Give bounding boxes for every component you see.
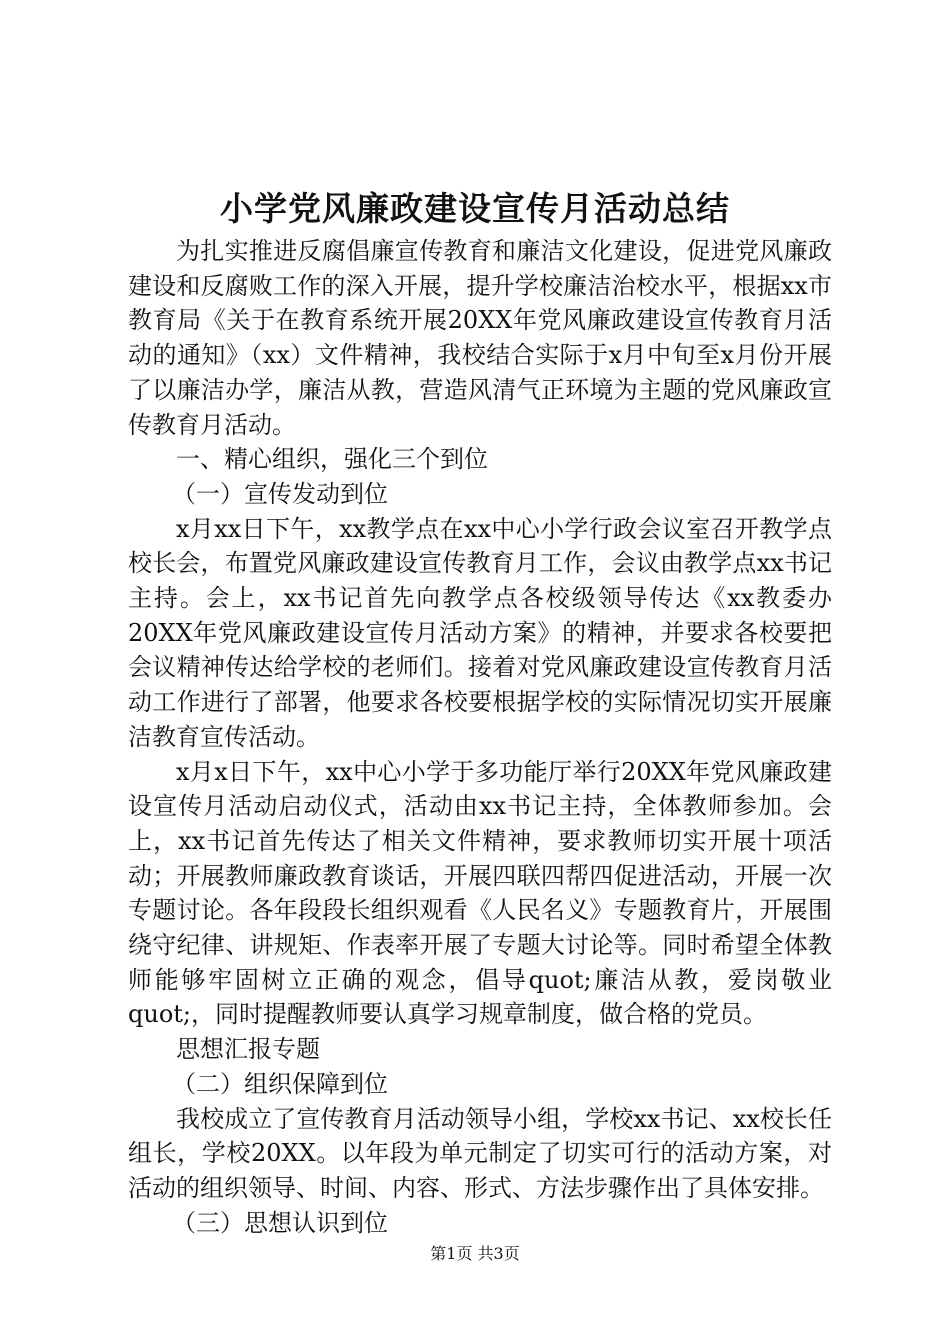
subsection-heading-3: （三）思想认识到位 xyxy=(172,1208,388,1237)
section-heading-1: 一、精心组织，强化三个到位 xyxy=(176,445,488,474)
document-body xyxy=(128,234,832,1240)
document-title: 小学党风廉政建设宣传月活动总结 xyxy=(220,189,730,228)
misc-heading: 思想汇报专题 xyxy=(176,1035,320,1064)
paragraph-ceremony: x月x日下午，xx中心小学于多功能厅举行20XX年党风廉政建设宣传月活动启动仪式，活动由xx书记主持，全体教师参加。会上，xx书记首先传达了相关文件精神，要求教师切实开展十项活动；开展教师廉政教育谈话，开展四联四帮四促进活动，开展一次专题讨论。各年段段长组织观看《人民名义》专题教育片，开展围绕守纪律、讲规矩、作表率开展了专题大讨论等。同时希望全体教师能够牢固树立正确的观念，倡导quot;廉洁从教，爱岗敬业quot;，同时提醒教师要认真学习规章制度，做合格的党员。 xyxy=(128,757,832,1029)
paragraph-organization: 我校成立了宣传教育月活动领导小组，学校xx书记、xx校长任组长，学校20XX。以年段为单元制定了切实可行的活动方案，对活动的组织领导、时间、内容、形式、方法步骤作出了具体安排。 xyxy=(128,1104,832,1202)
page-footer: 第1页 共3页 xyxy=(430,1244,520,1263)
subsection-heading-1: （一）宣传发动到位 xyxy=(172,479,388,508)
paragraph-meeting: x月xx日下午，xx教学点在xx中心小学行政会议室召开教学点校长会，布置党风廉政建设宣传教育月工作，会议由教学点xx书记主持。会上，xx书记首先向教学点各校级领导传达《xx教委办20XX年党风廉政建设宣传月活动方案》的精神，并要求各校要把会议精神传达给学校的老师们。接着对党风廉政建设宣传教育月活动工作进行了部署，他要求各校要根据学校的实际情况切实开展廉洁教育宣传活动。 xyxy=(128,514,832,751)
paragraph-intro: 为扎实推进反腐倡廉宣传教育和廉洁文化建设，促进党风廉政建设和反腐败工作的深入开展，提升学校廉洁治校水平，根据xx市教育局《关于在教育系统开展20XX年党风廉政建设宣传教育月活动的通知》（xx）文件精神，我校结合实际于x月中旬至x月份开展了以廉洁办学，廉洁从教，营造风清气正环境为主题的党风廉政宣传教育月活动。 xyxy=(128,237,832,439)
subsection-heading-2: （二）组织保障到位 xyxy=(172,1069,388,1098)
